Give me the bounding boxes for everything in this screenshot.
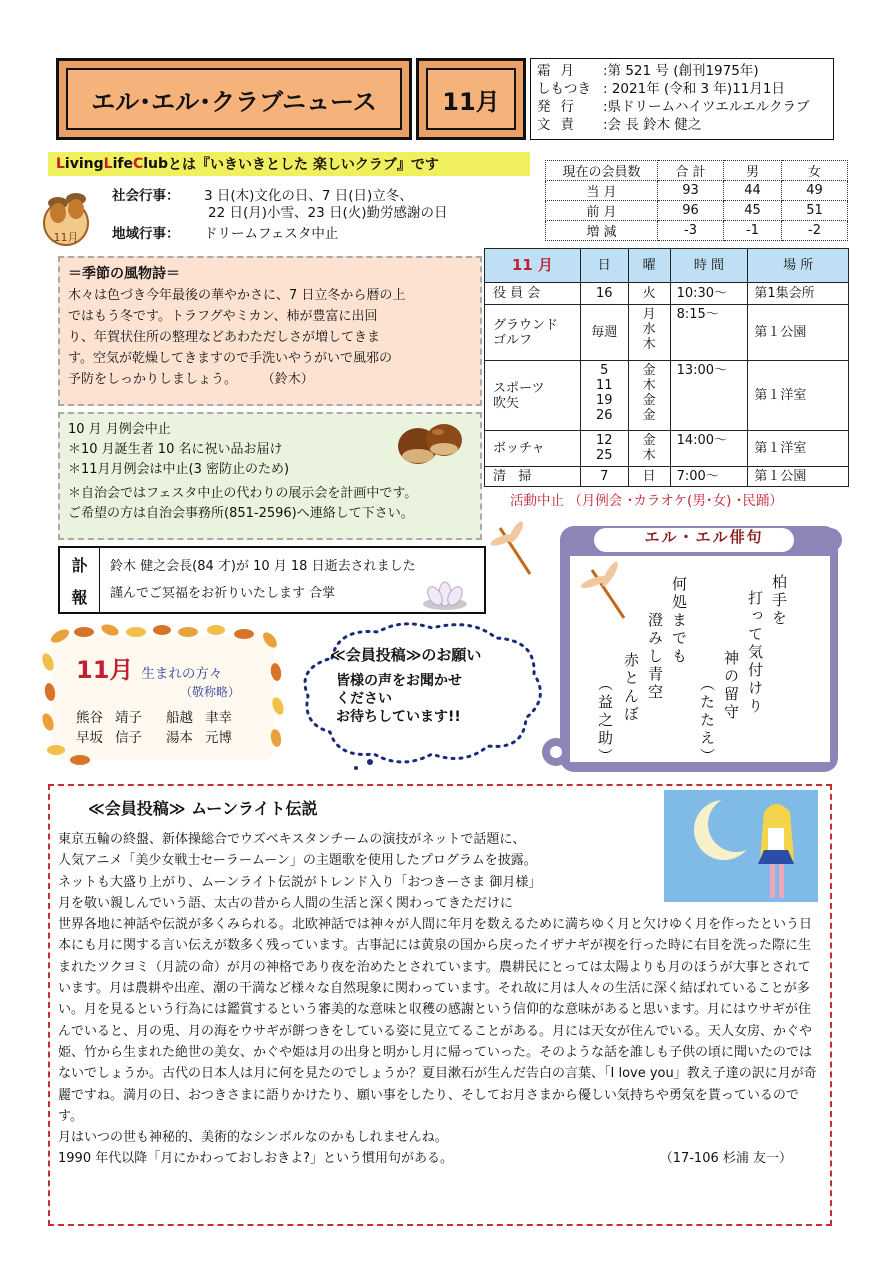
birthday-title: 生まれの方々 (141, 666, 223, 682)
info-row: しもつき : 2021年 (令和 3 年)11月1日 (537, 81, 785, 97)
article-title: ≪会員投稿≫ ムーンライト伝説 (88, 799, 318, 818)
article-intro: 東京五輪の終盤、新体操総合でウズベキスタンチームの演技がネットで話題に、 人気アニメ「美少女戦士セーラームーン」の主題歌を使用したプログラムを披露。 ネットも大盛り上がり、ムーンライト伝説がトレンド入り「おつきーさま 御月様」 月を敬い親しんでいう語、太古の昔から人間の生活と深く関わってきただけに (58, 832, 542, 911)
info-row: 文責 :会 長 鈴木 健之 (537, 117, 702, 133)
birthday-month: 11月 (76, 656, 134, 684)
haiku-line: 柏手を (770, 574, 788, 628)
info-row: 発行 :県ドリームハイツエルエルクラブ (537, 99, 810, 115)
haiku-line: 神の留守 (722, 650, 740, 722)
issue-info-box (530, 58, 834, 140)
seasonal-line: す。空気が乾燥してきますので手洗いやうがいで風邪の (68, 351, 392, 366)
table-row: 11 月 日 曜 時 間 場 所 (485, 249, 849, 283)
table-row: 現在の会員数 合 計 男 女 (546, 161, 848, 181)
birthday-names-row: 早坂 信子 湯本 元博 (76, 730, 232, 746)
haiku-line: 澄みし青空 (646, 612, 664, 702)
social-events-label: 社会行事： (112, 188, 180, 204)
events-section (112, 188, 448, 243)
seasonal-topic-box (58, 256, 482, 406)
haiku-author: （益之助） (596, 676, 614, 766)
issue-month: 11月 (426, 68, 516, 130)
seasonal-topic-title: ＝季節の風物詩＝ (68, 266, 180, 282)
haiku-line: 打って気付けり (746, 590, 764, 716)
notice-line: 10 月 月例会中止 (68, 422, 171, 437)
notice-line: ＊11月月例会は中止(3 密防止のため) (68, 462, 290, 477)
dragonfly-icon (578, 560, 638, 624)
post-request: ≪会員投稿≫のお願い 皆様の声をお聞かせ ください お待ちしています!! (330, 646, 482, 725)
table-row: 増 減 -3 -1 -2 (546, 221, 848, 241)
notice-line: ＊10 月誕生者 10 名に祝い品お届け (68, 442, 283, 457)
table-row: グラウンド ゴルフ 毎週 月 水 木 8:15～ 第１公園 (485, 305, 849, 361)
haiku-scroll (534, 520, 844, 778)
social-events-line2: 22 日(月)小雪、23 日(火)勤労感謝の日 (208, 205, 448, 221)
haiku-line: 赤とんぼ (622, 652, 640, 724)
issue-month-frame (416, 58, 526, 140)
birthday-section (76, 650, 240, 746)
chestnut-icon (392, 416, 466, 468)
notice-line: ご希望の方は自治会事務所(851-2596)へ連絡して下さい。 (68, 506, 414, 521)
dragonfly-icon (490, 520, 536, 580)
moon-illustration (664, 790, 818, 902)
obituary-label: 訃 報 (60, 548, 100, 612)
info-row: 霜月 :第 521 号 (創刊1975年) (537, 63, 759, 79)
newsletter-title: エル･エル･クラブニュース (66, 68, 402, 130)
activity-schedule-table (484, 248, 849, 487)
haiku-author: （たたえ） (698, 676, 716, 766)
table-row: 役 員 会 16 火 10:30～ 第1集会所 (485, 283, 849, 305)
post-request-title: ≪会員投稿≫のお願い (330, 646, 482, 664)
member-article (48, 784, 832, 1226)
table-row: 当 月 93 44 49 (546, 181, 848, 201)
obituary-text: 鈴木 健之会長(84 才)が 10 月 18 日逝去されました 謹んでご冥福をお祈りいたします 合掌 (110, 559, 416, 601)
obituary-box (58, 546, 486, 614)
seasonal-line: 予防をしっかりしましょう。 （鈴木） (68, 372, 314, 387)
member-count-table (545, 160, 848, 241)
table-row: スポーツ 吹矢 5 11 19 26 金 木 金 金 13:00～ 第１洋室 (485, 361, 849, 431)
cancelled-activities: 活動中止 （月例会 ･カラオケ(男･女) ･民踊） (510, 493, 783, 509)
article-body: 世界各地に神話や伝説が多くみられる。北欧神話では神々が人間に年月を数えるために満ちゆく月と欠けゆく月を作ったという日本にも月に関する言い伝えが数多く残っています。古事記には黄泉の国から戻ったイザナギが禊を行った時に右目を洗った際に生まれたツクヨミ（月読の命）が月の神格であり夜を治めたとされています。農耕民にとっては太陽よりも月のほうが大事とされています。月は農耕や出産、潮の干満など様々な自然現象に関わっています。それ故に月は人々の生活に深く結ばれていることが多い。月を見るという行為には鑑賞するという審美的な意味と収穫の感謝という信仰的な意味があると思います。月にはウサギが住んでいると、月の兎、月の海をウサギが餅つきをしている姿に見立てることがある。月には天女が住んでいる。天人女房、かぐや姫、竹から生まれた絶世の美女、かぐや姫は月の出身と明かし月に帰っていった。そのような話を誰しも子供の頃に聞いたのではないでしょうか。古代の日本人は月に何を見たのでしょうか？夏目漱石が生んだ告白の言葉、「I love you」教え子達の訳に月が奇麗ですね。満月の日、おつきさまに語りかけたり、願い事をしたり、そしてお月さまから優しい気持ちや勇気を貰っているのです。 (58, 917, 817, 1124)
haiku-title: エル・エル俳句 (644, 528, 764, 546)
newsletter-title-frame (56, 58, 412, 140)
local-events-label: 地域行事： (112, 226, 180, 242)
haiku-line: 何処までも (670, 576, 688, 666)
table-row: 前 月 96 45 51 (546, 201, 848, 221)
table-row: 清 掃 7 日 7:00～ 第１公園 (485, 467, 849, 487)
seasonal-line: ではもう冬です。トラフグやミカン、柿が豊富に出回 (68, 309, 378, 324)
birthday-note: （敬称略） (180, 685, 241, 699)
flower-icon (420, 578, 470, 612)
seasonal-line: 木々は色づき今年最後の華やかさに、7 日立冬から暦の上 (68, 288, 406, 303)
notice-line: ＊自治会ではフェスタ中止の代わりの展示会を計画中です。 (68, 486, 418, 501)
local-events-text: ドリームフェスタ中止 (204, 226, 339, 242)
acorn-icon (40, 185, 98, 247)
article-ending: 月はいつの世も神秘的、美術的なシンボルなのかもしれませんね。 1990 年代以降「月にかわっておしおきよ?」という慣用句がある。 （17-106 杉浦 友一） (58, 1127, 822, 1170)
club-slogan: L iving L ife C lub とは『いきいきとした 楽しいクラブ』です (48, 152, 530, 176)
seasonal-line: り、年賀状住所の整理などあわただしさが増してきま (68, 330, 381, 345)
birthday-names-row: 熊谷 靖子 船越 聿幸 (76, 710, 232, 726)
social-events-line1: 3 日(木)文化の日、7 日(日)立冬、 (204, 188, 413, 204)
article-signature: （17-106 杉浦 友一） (659, 1151, 792, 1167)
table-row: ボッチャ 12 25 金 木 14:00～ 第１洋室 (485, 431, 849, 467)
acorn-label: 11月 (53, 231, 79, 244)
